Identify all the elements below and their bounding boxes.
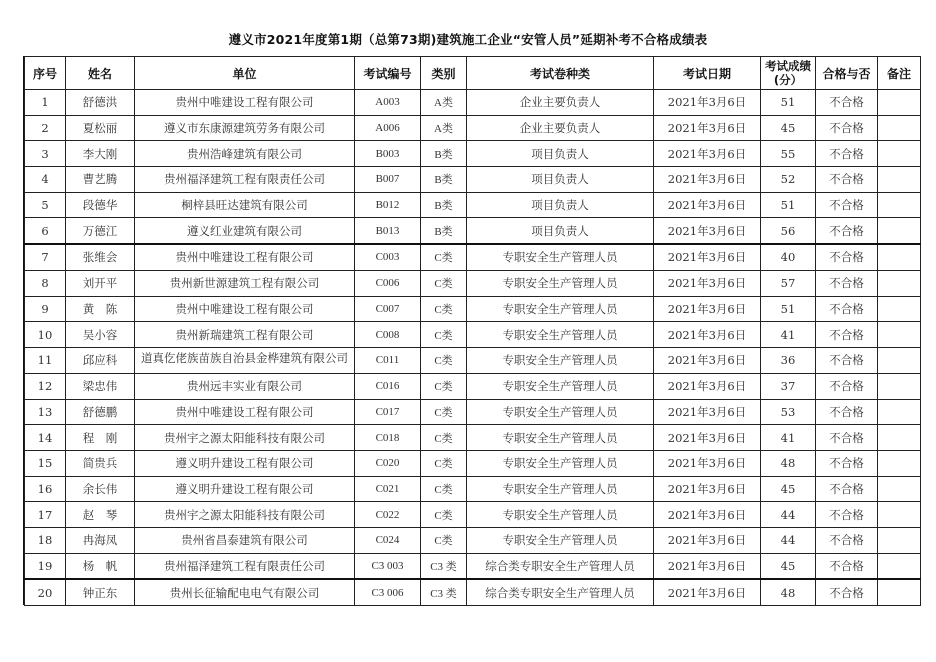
cell-category: C类 xyxy=(421,399,467,425)
cell-score: 44 xyxy=(761,528,816,554)
cell-note xyxy=(878,244,921,270)
cell-category: C类 xyxy=(421,373,467,399)
cell-result: 不合格 xyxy=(816,425,878,451)
cell-result: 不合格 xyxy=(816,553,878,579)
cell-unit: 贵州浩峰建筑有限公司 xyxy=(135,141,355,167)
cell-date: 2021年3月6日 xyxy=(654,270,761,296)
cell-name: 万德江 xyxy=(66,218,135,244)
cell-date: 2021年3月6日 xyxy=(654,399,761,425)
cell-exam-id: C3 006 xyxy=(355,579,421,605)
cell-category: C类 xyxy=(421,502,467,528)
cell-paper: 企业主要负责人 xyxy=(467,90,654,116)
table-row xyxy=(25,270,921,296)
cell-date: 2021年3月6日 xyxy=(654,192,761,218)
cell-paper: 综合类专职安全生产管理人员 xyxy=(467,553,654,579)
cell-date: 2021年3月6日 xyxy=(654,296,761,322)
cell-date: 2021年3月6日 xyxy=(654,373,761,399)
cell-date: 2021年3月6日 xyxy=(654,553,761,579)
cell-no: 7 xyxy=(25,244,66,270)
cell-no: 12 xyxy=(25,373,66,399)
cell-paper: 专职安全生产管理人员 xyxy=(467,373,654,399)
cell-score: 55 xyxy=(761,141,816,167)
cell-paper: 综合类专职安全生产管理人员 xyxy=(467,579,654,605)
cell-date: 2021年3月6日 xyxy=(654,115,761,141)
cell-paper: 专职安全生产管理人员 xyxy=(467,347,654,373)
cell-note xyxy=(878,502,921,528)
cell-name: 杨 帆 xyxy=(66,553,135,579)
cell-category: B类 xyxy=(421,192,467,218)
cell-paper: 专职安全生产管理人员 xyxy=(467,322,654,348)
cell-note xyxy=(878,270,921,296)
cell-unit: 贵州中唯建设工程有限公司 xyxy=(135,90,355,116)
cell-name: 钟正东 xyxy=(66,579,135,605)
header-date: 考试日期 xyxy=(654,57,761,90)
cell-category: C类 xyxy=(421,450,467,476)
cell-note xyxy=(878,373,921,399)
header-note: 备注 xyxy=(878,57,921,90)
cell-unit: 贵州中唯建设工程有限公司 xyxy=(135,399,355,425)
cell-category: A类 xyxy=(421,115,467,141)
cell-score: 44 xyxy=(761,502,816,528)
cell-result: 不合格 xyxy=(816,347,878,373)
cell-note xyxy=(878,528,921,554)
header-name: 姓名 xyxy=(66,57,135,90)
cell-score: 41 xyxy=(761,322,816,348)
table-row xyxy=(25,476,921,502)
cell-name: 段德华 xyxy=(66,192,135,218)
cell-exam-id: C007 xyxy=(355,296,421,322)
cell-category: C类 xyxy=(421,296,467,322)
cell-category: C3 类 xyxy=(421,579,467,605)
cell-paper: 专职安全生产管理人员 xyxy=(467,450,654,476)
cell-name: 张维会 xyxy=(66,244,135,270)
cell-note xyxy=(878,450,921,476)
cell-paper: 项目负责人 xyxy=(467,192,654,218)
cell-category: A类 xyxy=(421,90,467,116)
table-row xyxy=(25,322,921,348)
cell-result: 不合格 xyxy=(816,450,878,476)
cell-paper: 专职安全生产管理人员 xyxy=(467,502,654,528)
cell-note xyxy=(878,115,921,141)
cell-name: 舒德洪 xyxy=(66,90,135,116)
cell-unit: 贵州中唯建设工程有限公司 xyxy=(135,244,355,270)
cell-name: 简贵兵 xyxy=(66,450,135,476)
cell-score: 45 xyxy=(761,476,816,502)
cell-category: C类 xyxy=(421,347,467,373)
cell-note xyxy=(878,553,921,579)
cell-category: C3 类 xyxy=(421,553,467,579)
cell-unit: 桐梓县旺达建筑有限公司 xyxy=(135,192,355,218)
cell-name: 程 刚 xyxy=(66,425,135,451)
table-row xyxy=(25,347,921,373)
cell-unit: 遵义红业建筑有限公司 xyxy=(135,218,355,244)
table-row xyxy=(25,141,921,167)
cell-result: 不合格 xyxy=(816,270,878,296)
header-exam-id: 考试编号 xyxy=(355,57,421,90)
cell-category: C类 xyxy=(421,476,467,502)
cell-date: 2021年3月6日 xyxy=(654,218,761,244)
cell-note xyxy=(878,347,921,373)
cell-exam-id: A003 xyxy=(355,90,421,116)
cell-unit: 贵州中唯建设工程有限公司 xyxy=(135,296,355,322)
cell-score: 53 xyxy=(761,399,816,425)
table-row xyxy=(25,115,921,141)
cell-paper: 企业主要负责人 xyxy=(467,115,654,141)
cell-unit: 贵州新世源建筑工程有限公司 xyxy=(135,270,355,296)
cell-score: 51 xyxy=(761,90,816,116)
cell-category: C类 xyxy=(421,244,467,270)
cell-result: 不合格 xyxy=(816,373,878,399)
cell-unit: 贵州远丰实业有限公司 xyxy=(135,373,355,399)
cell-category: C类 xyxy=(421,322,467,348)
cell-no: 20 xyxy=(25,579,66,605)
cell-name: 黄 陈 xyxy=(66,296,135,322)
cell-date: 2021年3月6日 xyxy=(654,322,761,348)
cell-exam-id: B003 xyxy=(355,141,421,167)
cell-no: 5 xyxy=(25,192,66,218)
header-category: 类别 xyxy=(421,57,467,90)
cell-name: 余长伟 xyxy=(66,476,135,502)
document-title: 遵义市2021年度第1期（总第73期)建筑施工企业“安管人员”延期补考不合格成绩表 xyxy=(228,32,708,47)
table-row xyxy=(25,192,921,218)
cell-note xyxy=(878,192,921,218)
cell-no: 16 xyxy=(25,476,66,502)
cell-category: B类 xyxy=(421,218,467,244)
cell-no: 1 xyxy=(25,90,66,116)
cell-score: 51 xyxy=(761,192,816,218)
cell-exam-id: C017 xyxy=(355,399,421,425)
cell-exam-id: C016 xyxy=(355,373,421,399)
cell-no: 17 xyxy=(25,502,66,528)
cell-unit: 贵州福泽建筑工程有限责任公司 xyxy=(135,553,355,579)
cell-name: 冉海凤 xyxy=(66,528,135,554)
cell-result: 不合格 xyxy=(816,244,878,270)
cell-note xyxy=(878,579,921,605)
cell-result: 不合格 xyxy=(816,579,878,605)
cell-paper: 专职安全生产管理人员 xyxy=(467,528,654,554)
cell-exam-id: B012 xyxy=(355,192,421,218)
cell-name: 邱应科 xyxy=(66,347,135,373)
cell-score: 51 xyxy=(761,296,816,322)
cell-score: 56 xyxy=(761,218,816,244)
results-table xyxy=(24,56,921,606)
header-paper: 考试卷种类 xyxy=(467,57,654,90)
cell-no: 15 xyxy=(25,450,66,476)
cell-note xyxy=(878,476,921,502)
cell-unit: 遵义明升建设工程有限公司 xyxy=(135,450,355,476)
cell-unit: 遵义市东康源建筑劳务有限公司 xyxy=(135,115,355,141)
cell-paper: 专职安全生产管理人员 xyxy=(467,425,654,451)
cell-no: 4 xyxy=(25,167,66,193)
table-row xyxy=(25,450,921,476)
table-row xyxy=(25,579,921,605)
cell-name: 李大刚 xyxy=(66,141,135,167)
cell-unit: 道真仡佬族苗族自治县金桦建筑有限公司 xyxy=(135,347,355,373)
cell-category: C类 xyxy=(421,425,467,451)
cell-no: 10 xyxy=(25,322,66,348)
table-row xyxy=(25,373,921,399)
cell-note xyxy=(878,141,921,167)
cell-exam-id: B007 xyxy=(355,167,421,193)
cell-result: 不合格 xyxy=(816,296,878,322)
cell-date: 2021年3月6日 xyxy=(654,141,761,167)
cell-exam-id: C003 xyxy=(355,244,421,270)
cell-note xyxy=(878,322,921,348)
cell-exam-id: C006 xyxy=(355,270,421,296)
cell-result: 不合格 xyxy=(816,476,878,502)
cell-unit: 贵州宇之源太阳能科技有限公司 xyxy=(135,502,355,528)
cell-paper: 专职安全生产管理人员 xyxy=(467,270,654,296)
cell-no: 9 xyxy=(25,296,66,322)
cell-date: 2021年3月6日 xyxy=(654,528,761,554)
cell-unit: 贵州宇之源太阳能科技有限公司 xyxy=(135,425,355,451)
cell-date: 2021年3月6日 xyxy=(654,90,761,116)
cell-unit: 贵州福泽建筑工程有限责任公司 xyxy=(135,167,355,193)
cell-no: 3 xyxy=(25,141,66,167)
cell-category: C类 xyxy=(421,528,467,554)
table-row xyxy=(25,399,921,425)
table-row xyxy=(25,90,921,116)
table-row xyxy=(25,167,921,193)
cell-exam-id: C024 xyxy=(355,528,421,554)
cell-category: B类 xyxy=(421,141,467,167)
cell-result: 不合格 xyxy=(816,167,878,193)
cell-paper: 专职安全生产管理人员 xyxy=(467,476,654,502)
header-row xyxy=(25,57,921,90)
cell-result: 不合格 xyxy=(816,192,878,218)
cell-score: 37 xyxy=(761,373,816,399)
table-row xyxy=(25,553,921,579)
cell-result: 不合格 xyxy=(816,141,878,167)
cell-name: 赵 琴 xyxy=(66,502,135,528)
cell-note xyxy=(878,167,921,193)
cell-name: 曹艺腾 xyxy=(66,167,135,193)
cell-no: 19 xyxy=(25,553,66,579)
cell-exam-id: C020 xyxy=(355,450,421,476)
header-result: 合格与否 xyxy=(816,57,878,90)
cell-no: 13 xyxy=(25,399,66,425)
cell-note xyxy=(878,399,921,425)
cell-unit: 遵义明升建设工程有限公司 xyxy=(135,476,355,502)
table-row xyxy=(25,296,921,322)
cell-name: 舒德鹏 xyxy=(66,399,135,425)
table-row xyxy=(25,425,921,451)
cell-paper: 项目负责人 xyxy=(467,218,654,244)
cell-no: 14 xyxy=(25,425,66,451)
cell-exam-id: B013 xyxy=(355,218,421,244)
cell-score: 52 xyxy=(761,167,816,193)
header-score: 考试成绩(分） xyxy=(761,57,816,90)
cell-score: 40 xyxy=(761,244,816,270)
cell-no: 18 xyxy=(25,528,66,554)
cell-result: 不合格 xyxy=(816,502,878,528)
cell-no: 8 xyxy=(25,270,66,296)
cell-note xyxy=(878,425,921,451)
cell-exam-id: C021 xyxy=(355,476,421,502)
cell-date: 2021年3月6日 xyxy=(654,167,761,193)
table-row xyxy=(25,502,921,528)
cell-note xyxy=(878,218,921,244)
cell-date: 2021年3月6日 xyxy=(654,502,761,528)
cell-unit: 贵州省昌泰建筑有限公司 xyxy=(135,528,355,554)
cell-date: 2021年3月6日 xyxy=(654,425,761,451)
table-row xyxy=(25,528,921,554)
cell-score: 41 xyxy=(761,425,816,451)
cell-category: C类 xyxy=(421,270,467,296)
cell-score: 36 xyxy=(761,347,816,373)
cell-result: 不合格 xyxy=(816,399,878,425)
cell-result: 不合格 xyxy=(816,322,878,348)
cell-date: 2021年3月6日 xyxy=(654,476,761,502)
cell-date: 2021年3月6日 xyxy=(654,579,761,605)
cell-result: 不合格 xyxy=(816,218,878,244)
cell-result: 不合格 xyxy=(816,528,878,554)
cell-exam-id: A006 xyxy=(355,115,421,141)
cell-note xyxy=(878,90,921,116)
cell-score: 48 xyxy=(761,579,816,605)
table-row xyxy=(25,244,921,270)
table-row xyxy=(25,218,921,244)
cell-paper: 专职安全生产管理人员 xyxy=(467,399,654,425)
cell-no: 2 xyxy=(25,115,66,141)
cell-score: 57 xyxy=(761,270,816,296)
cell-name: 刘开平 xyxy=(66,270,135,296)
cell-name: 梁忠伟 xyxy=(66,373,135,399)
cell-unit: 贵州新瑞建筑工程有限公司 xyxy=(135,322,355,348)
header-no: 序号 xyxy=(25,57,66,90)
cell-date: 2021年3月6日 xyxy=(654,244,761,270)
header-unit: 单位 xyxy=(135,57,355,90)
cell-paper: 专职安全生产管理人员 xyxy=(467,296,654,322)
cell-paper: 项目负责人 xyxy=(467,141,654,167)
cell-category: B类 xyxy=(421,167,467,193)
cell-score: 45 xyxy=(761,553,816,579)
cell-result: 不合格 xyxy=(816,90,878,116)
cell-exam-id: C022 xyxy=(355,502,421,528)
cell-unit: 贵州长征输配电电气有限公司 xyxy=(135,579,355,605)
cell-exam-id: C018 xyxy=(355,425,421,451)
cell-date: 2021年3月6日 xyxy=(654,347,761,373)
cell-no: 6 xyxy=(25,218,66,244)
cell-no: 11 xyxy=(25,347,66,373)
cell-paper: 专职安全生产管理人员 xyxy=(467,244,654,270)
cell-result: 不合格 xyxy=(816,115,878,141)
cell-name: 夏松丽 xyxy=(66,115,135,141)
cell-exam-id: C3 003 xyxy=(355,553,421,579)
cell-exam-id: C011 xyxy=(355,347,421,373)
cell-score: 45 xyxy=(761,115,816,141)
cell-score: 48 xyxy=(761,450,816,476)
cell-date: 2021年3月6日 xyxy=(654,450,761,476)
cell-name: 吴小容 xyxy=(66,322,135,348)
cell-exam-id: C008 xyxy=(355,322,421,348)
cell-paper: 项目负责人 xyxy=(467,167,654,193)
cell-note xyxy=(878,296,921,322)
